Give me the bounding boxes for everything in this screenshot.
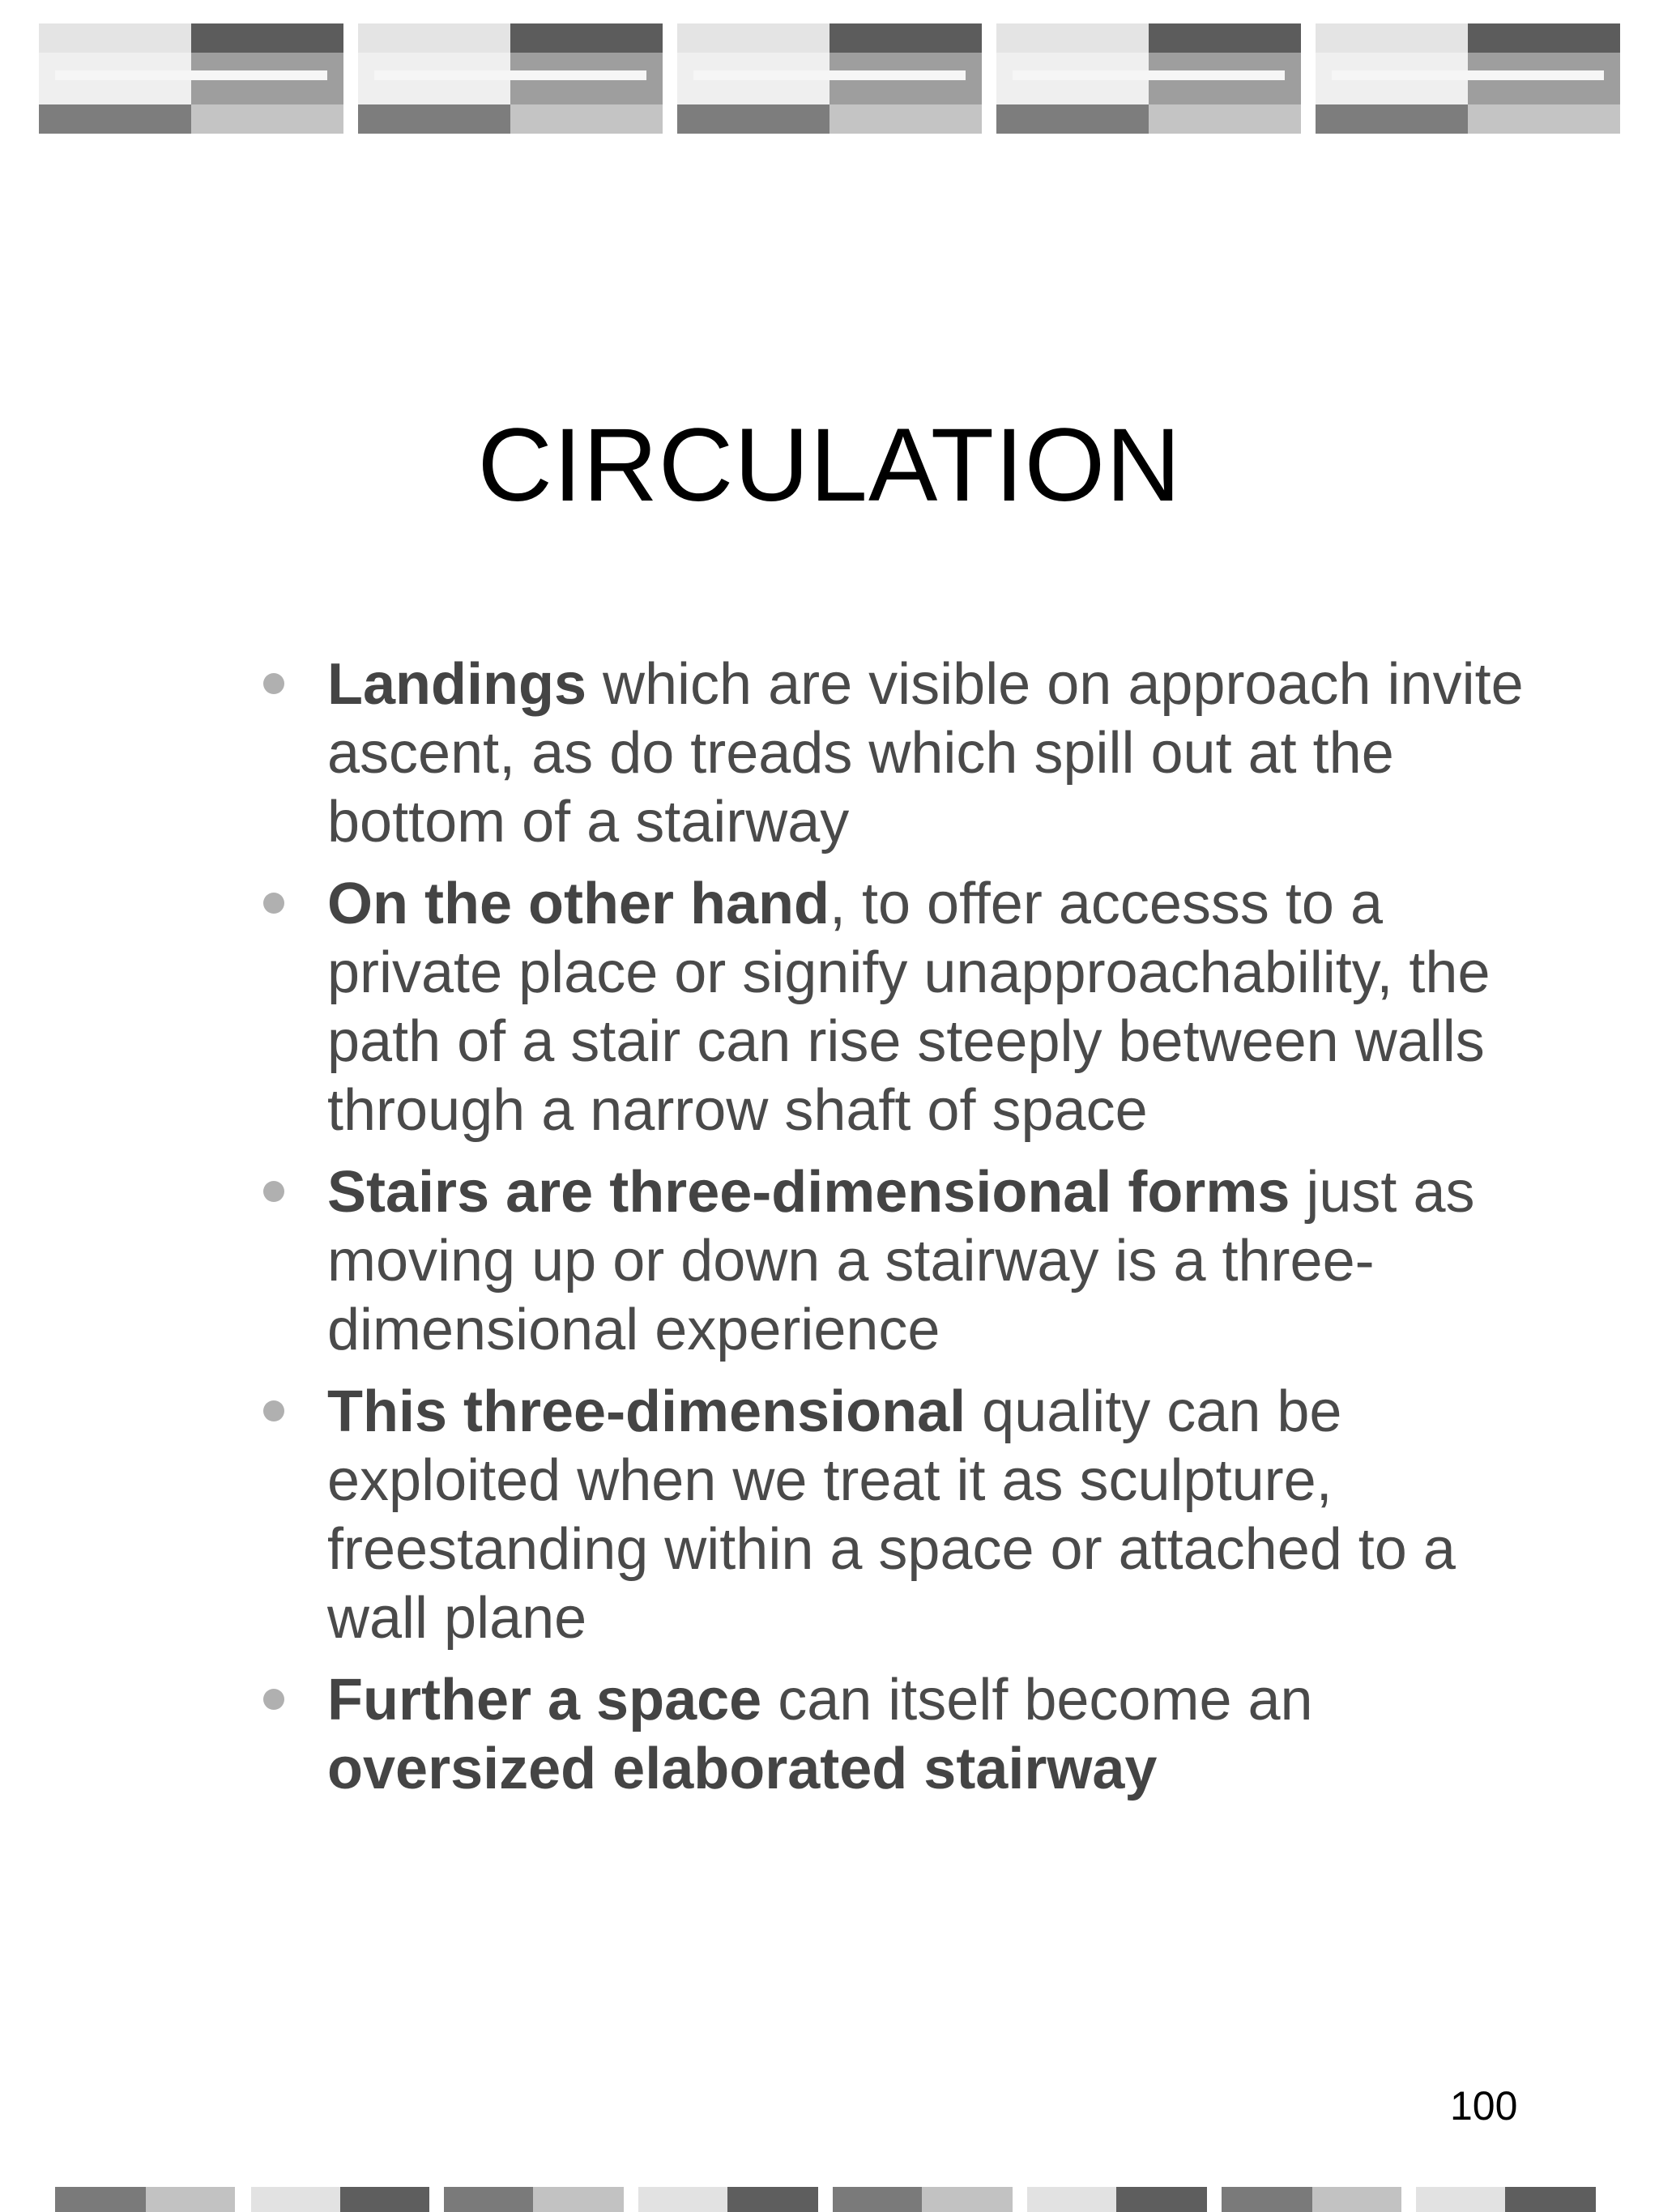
bullet-dot-icon bbox=[263, 1400, 284, 1421]
list-item bbox=[259, 1666, 1572, 1804]
bullet-trail-bold: oversized elaborated stairway bbox=[327, 1737, 1158, 1801]
bullet-dot-icon bbox=[263, 1689, 284, 1710]
band-segment bbox=[251, 2187, 340, 2212]
band-tile bbox=[996, 23, 1301, 134]
band-segment bbox=[1116, 2187, 1207, 2212]
band-segment bbox=[55, 2187, 146, 2212]
bullet-dot-icon bbox=[263, 673, 284, 694]
band-tile bbox=[1316, 23, 1620, 134]
band-segment bbox=[1416, 2187, 1505, 2212]
band-segment bbox=[146, 2187, 235, 2212]
bullet-lead-bold: Stairs are three-dimensional forms bbox=[327, 1160, 1290, 1225]
bullet-text: which are visible on approach invite ascent, as do treads which spill out at the bottom of a stairway bbox=[327, 652, 1524, 855]
bullet-list bbox=[259, 650, 1572, 1817]
top-decorative-band bbox=[0, 0, 1659, 146]
band-segment bbox=[1505, 2187, 1596, 2212]
list-item bbox=[259, 1158, 1572, 1365]
bullet-dot-icon bbox=[263, 893, 284, 914]
band-tile bbox=[39, 23, 343, 134]
page-number: 100 bbox=[1450, 2083, 1518, 2129]
bullet-text: quality can be exploited when we treat it as sculpture, freestanding within a space or attached to a wall plane bbox=[327, 1379, 1456, 1651]
band-segment bbox=[1312, 2187, 1401, 2212]
slide-title: CIRCULATION bbox=[477, 407, 1182, 523]
band-segment bbox=[638, 2187, 727, 2212]
band-segment bbox=[833, 2187, 922, 2212]
bullet-lead-bold: Landings bbox=[327, 652, 586, 717]
bullet-text: can itself become an bbox=[761, 1668, 1313, 1733]
bullet-lead-bold: This three-dimensional bbox=[327, 1379, 966, 1444]
band-segment bbox=[1027, 2187, 1116, 2212]
band-segment bbox=[727, 2187, 818, 2212]
bullet-dot-icon bbox=[263, 1181, 284, 1202]
list-item bbox=[259, 1378, 1572, 1653]
band-segment bbox=[340, 2187, 429, 2212]
band-segment bbox=[922, 2187, 1013, 2212]
bullet-lead-bold: On the other hand bbox=[327, 872, 830, 936]
bullet-text: , to offer accesss to a private place or signify unapproachability, the path of a stair can rise steeply between walls through a narrow shaft of space bbox=[327, 872, 1491, 1143]
band-tile bbox=[358, 23, 663, 134]
band-segment bbox=[533, 2187, 624, 2212]
bullet-lead-bold: Further a space bbox=[327, 1668, 762, 1733]
bottom-decorative-band bbox=[0, 2187, 1659, 2212]
band-tile bbox=[677, 23, 982, 134]
list-item bbox=[259, 650, 1572, 857]
band-segment bbox=[1222, 2187, 1312, 2212]
bullet-text: just as moving up or down a stairway is a three-dimensional experience bbox=[327, 1160, 1475, 1362]
list-item bbox=[259, 870, 1572, 1145]
band-segment bbox=[444, 2187, 533, 2212]
